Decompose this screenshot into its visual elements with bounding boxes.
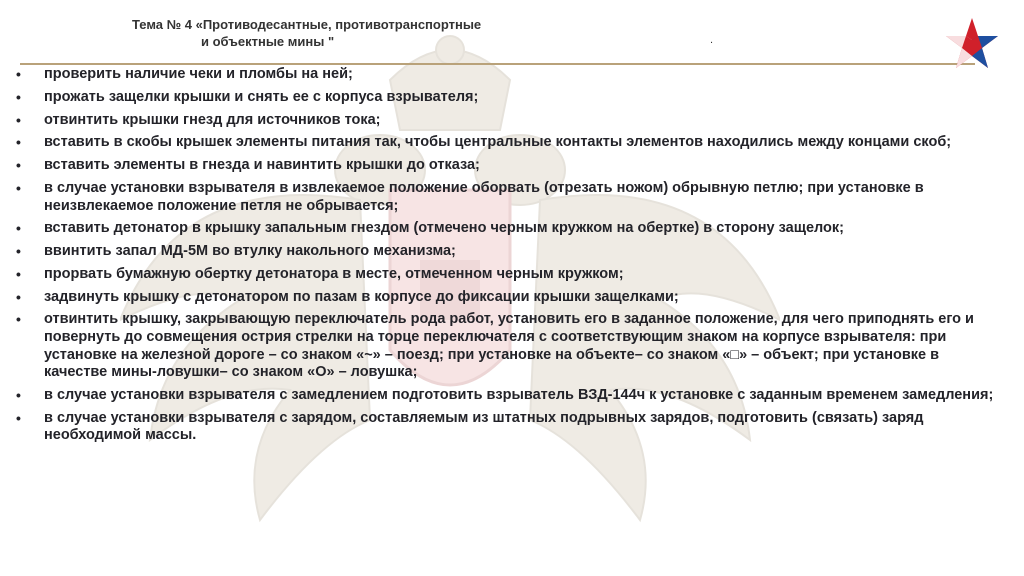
step-text: вставить детонатор в крышку запальным гнездом (отмечено черным кружком на обертке) в сторону защелок; (44, 220, 844, 237)
list-item (16, 243, 1006, 261)
list-item (16, 89, 1006, 107)
list-item (16, 311, 1006, 381)
bullet-dot-icon: • (16, 111, 21, 128)
list-item (16, 157, 1006, 175)
step-text: задвинуть крышку с детонатором по пазам в корпусе до фиксации крышки защелками; (44, 288, 679, 305)
bullet-dot-icon: • (16, 386, 21, 403)
step-text: вставить в скобы крышек элементы питания так, чтобы центральные контакты элементов находились между концами скоб; (44, 134, 952, 151)
title-line-1: Тема № 4 «Противодесантные, противотранспортные (132, 17, 482, 32)
bullet-dot-icon: • (16, 220, 21, 237)
bullet-dot-icon: • (16, 179, 21, 196)
bullet-dot-icon: • (16, 288, 21, 305)
step-text: вставить элементы в гнезда и навинтить крышки до отказа; (44, 157, 480, 174)
bullet-dot-icon: • (16, 88, 21, 105)
bullet-dot-icon: • (16, 265, 21, 282)
step-text: в случае установки взрывателя с замедлением подготовить взрыватель ВЗД-144ч к установке с заданным временем замедления; (44, 386, 994, 403)
list-item (16, 289, 1006, 307)
title-line-2: и объектные мины " (201, 34, 335, 49)
list-item (16, 112, 1006, 130)
bullet-dot-icon: • (16, 157, 21, 174)
bullet-dot-icon: • (16, 134, 21, 151)
list-item (16, 66, 1006, 84)
bullet-dot-icon: • (16, 409, 21, 426)
step-text: в случае установки взрывателя с зарядом, составляемым из штатных подрывных зарядов, подготовить (связать) заряд необходимой массы. (44, 409, 924, 444)
step-text: отвинтить крышку, закрывающую переключатель рода работ, установить его в заданное положение, для чего приподнять его и повернуть до совмещения острия стрелки на торце переключателя с соответствующим знаком на корпусе взрывателя: при установке на железной дороге – со знаком «~» – поезд; при установке на объекте– со знаком «□» – объект; при установке в качестве мины-ловушки– со знаком «О» – ловушка; (44, 311, 974, 381)
title-divider (20, 63, 975, 65)
bullet-dot-icon: • (16, 243, 21, 260)
step-text: отвинтить крышки гнезд для источников тока; (44, 111, 381, 128)
red-star-icon (944, 16, 1000, 72)
list-item (16, 180, 1006, 215)
step-text: проверить наличие чеки и пломбы на ней; (44, 66, 353, 82)
list-item (16, 387, 1006, 405)
bullet-dot-icon: • (16, 311, 21, 328)
title-dot: . (710, 34, 714, 46)
step-text: ввинтить запал МД-5М во втулку накольного механизма; (44, 243, 456, 260)
slide-title (132, 16, 481, 50)
list-item (16, 266, 1006, 284)
step-text: в случае установки взрывателя в извлекаемое положение оборвать (отрезать ножом) обрывную петлю; при установке в неизвлекаемое положение петля не обрывается; (44, 179, 924, 214)
step-text: прожать защелки крышки и снять ее с корпуса взрывателя; (44, 88, 479, 105)
bullet-dot-icon: • (16, 66, 21, 82)
list-item (16, 134, 1006, 152)
instruction-list (16, 66, 1006, 450)
step-text: прорвать бумажную обертку детонатора в месте, отмеченном черным кружком; (44, 265, 624, 282)
list-item (16, 220, 1006, 238)
list-item (16, 410, 1006, 445)
